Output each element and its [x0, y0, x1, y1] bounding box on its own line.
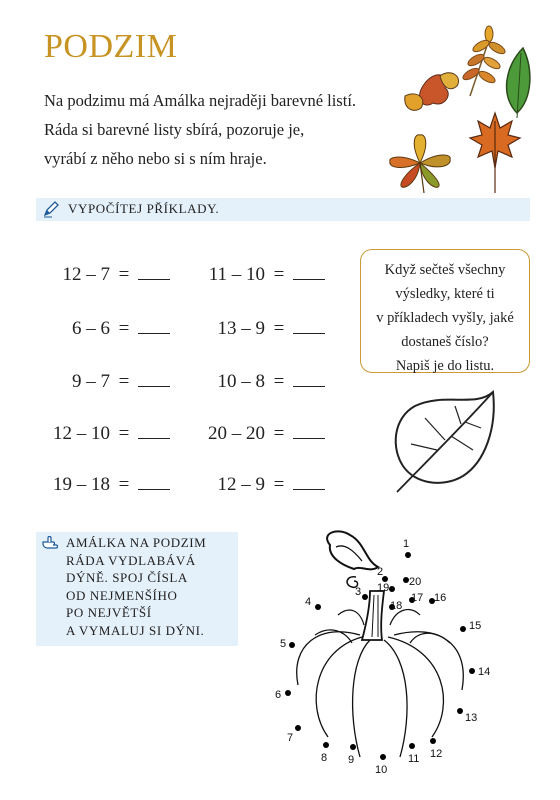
exercise [185, 369, 325, 393]
exercise [185, 421, 325, 445]
connect-dots [275, 538, 490, 776]
equals-sign: = [118, 474, 130, 495]
equals-sign: = [273, 423, 285, 444]
dot-9 [348, 744, 356, 766]
answer-blank[interactable] [138, 369, 170, 387]
instruction-line: A VYMALUJ SI DÝNI. [66, 622, 205, 638]
expression: 10 – 8 [217, 371, 265, 392]
expression: 12 – 7 [62, 264, 110, 285]
intro-line: Na podzimu má Amálka nejraději barevné listí. [44, 91, 357, 110]
instruction-line: PO NEJVĚTŠÍ [66, 605, 152, 620]
hint-line: Napiš je do listu. [395, 358, 495, 374]
exercise [185, 316, 325, 340]
dot-17 [409, 592, 423, 604]
intro-text [44, 86, 384, 173]
equals-sign: = [273, 474, 285, 495]
exercise [185, 262, 325, 286]
autumn-leaves-illustration [375, 18, 535, 193]
hint-line: výsledky, které ti [395, 286, 495, 302]
dot-2 [377, 566, 388, 582]
dot-5 [280, 638, 295, 650]
instruction-line: OD NEJMENŠÍHO [66, 587, 178, 603]
expression: 20 – 20 [208, 423, 265, 444]
equals-sign: = [273, 318, 285, 339]
exercise [30, 262, 170, 286]
svg-text:18: 18 [390, 600, 403, 612]
dot-20 [403, 576, 421, 588]
svg-text:2: 2 [377, 566, 384, 578]
expression: 6 – 6 [72, 318, 110, 339]
exercise [30, 421, 170, 445]
dot-16 [429, 592, 446, 604]
ash-leaf [461, 26, 507, 96]
hint-line: v příkladech vyšly, jaké [376, 310, 514, 326]
maple-leaf [470, 113, 520, 193]
expression: 9 – 7 [72, 371, 110, 392]
exercise [30, 472, 170, 496]
dot-7 [287, 725, 301, 744]
dot-11 [408, 743, 419, 765]
dot-10 [375, 754, 387, 776]
expression: 11 – 10 [208, 264, 265, 285]
svg-text:15: 15 [469, 620, 482, 632]
exercise [30, 316, 170, 340]
equals-sign: = [273, 264, 285, 285]
task-label: VYPOČÍTEJ PŘÍKLADY. [68, 201, 220, 216]
dot-15 [460, 620, 481, 632]
dot-1 [403, 538, 411, 558]
small-leaves [405, 73, 459, 111]
answer-leaf-outline[interactable] [385, 388, 505, 498]
svg-text:16: 16 [434, 592, 447, 604]
instruction-line: RÁDA VYDLABÁVÁ [66, 552, 196, 568]
answer-blank[interactable] [293, 421, 325, 439]
svg-text:13: 13 [465, 712, 478, 724]
expression: 13 – 9 [217, 318, 265, 339]
dot-12 [430, 738, 442, 760]
svg-text:17: 17 [411, 592, 424, 604]
green-leaf [507, 48, 530, 118]
dot-14 [469, 666, 490, 678]
svg-text:6: 6 [275, 689, 282, 701]
dot-3 [355, 586, 368, 600]
equals-sign: = [118, 423, 130, 444]
chestnut-leaf [390, 135, 450, 193]
answer-blank[interactable] [138, 316, 170, 334]
dot-4 [305, 596, 321, 610]
task-instructions [66, 534, 206, 639]
pumpkin-leaf [327, 531, 378, 569]
svg-text:5: 5 [280, 638, 287, 650]
answer-blank[interactable] [138, 262, 170, 280]
page-title: PODZIM [44, 28, 178, 65]
answer-blank[interactable] [293, 316, 325, 334]
pumpkin-dot-to-dot[interactable] [270, 525, 510, 780]
answer-blank[interactable] [293, 472, 325, 490]
svg-text:3: 3 [355, 586, 362, 598]
svg-text:8: 8 [321, 752, 328, 764]
svg-text:7: 7 [287, 732, 294, 744]
expression: 12 – 9 [217, 474, 265, 495]
intro-line: Ráda si barevné listy sbírá, pozoruje je, [44, 120, 305, 139]
answer-blank[interactable] [293, 262, 325, 280]
instruction-line: AMÁLKA NA PODZIM [66, 535, 207, 550]
hint-line: Když sečteš všechny [384, 262, 506, 278]
svg-text:19: 19 [377, 582, 390, 594]
dot-19 [377, 582, 395, 594]
answer-blank[interactable] [293, 369, 325, 387]
intro-line: vyrábí z něho nebo si s ním hraje. [44, 149, 267, 168]
svg-text:14: 14 [478, 666, 491, 678]
task-header-calculate [36, 198, 530, 221]
dot-13 [457, 708, 477, 724]
svg-text:11: 11 [408, 753, 420, 765]
equals-sign: = [118, 264, 130, 285]
svg-text:9: 9 [348, 754, 355, 766]
svg-text:4: 4 [305, 596, 312, 608]
instruction-line: DÝNĚ. SPOJ ČÍSLA [66, 570, 188, 585]
exercise [185, 472, 325, 496]
dot-8 [321, 742, 329, 764]
dot-18 [389, 600, 402, 612]
expression: 12 – 10 [53, 423, 110, 444]
equals-sign: = [118, 371, 130, 392]
answer-blank[interactable] [138, 421, 170, 439]
svg-text:1: 1 [403, 538, 410, 550]
svg-text:10: 10 [375, 764, 388, 776]
answer-blank[interactable] [138, 472, 170, 490]
hint-line: dostaneš číslo? [401, 334, 489, 350]
svg-text:20: 20 [409, 576, 422, 588]
hint-box [360, 249, 530, 373]
pointing-hand-icon [42, 536, 62, 550]
expression: 19 – 18 [53, 474, 110, 495]
exercise [30, 369, 170, 393]
equals-sign: = [118, 318, 130, 339]
task-header-pumpkin [36, 532, 238, 646]
svg-text:12: 12 [430, 748, 443, 760]
pencil-icon [42, 200, 60, 218]
equals-sign: = [273, 371, 285, 392]
dot-6 [275, 689, 291, 701]
